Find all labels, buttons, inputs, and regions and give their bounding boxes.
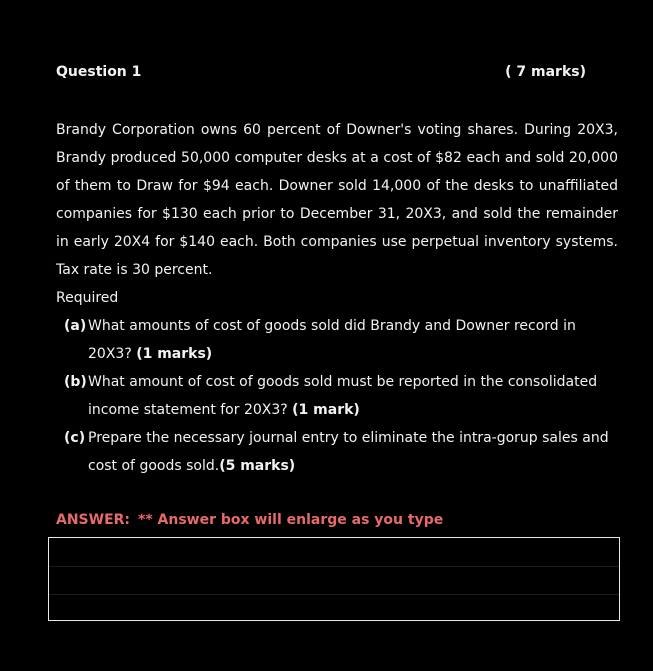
question-body: Brandy Corporation owns 60 percent of Downer's voting shares. During 20X3, Brandy produced 50,000 computer desks at a cost of $82 each and sold 20,000 of them to Draw for $94 each. Downer sold 14,000 of the desks to unaffiliated companies for $130 each prior to December 31, 20X3, and sold the remainder in early 20X4 for $140 each. Both companies use perpetual inventory systems. Tax rate is 30 percent. [56,122,618,278]
answer-hint: ** Answer box will enlarge as you type [138,512,444,528]
answer-input-box[interactable] [48,537,620,621]
part-marks: (1 mark) [292,402,360,418]
part-marks: (1 marks) [136,346,213,362]
answer-title: ANSWER: [56,512,131,528]
part-b [64,368,614,424]
part-body [88,368,614,424]
part-letter: (b) [64,374,87,390]
question-parts [64,312,614,480]
required-label: Required [56,290,119,306]
answer-box-divider [49,594,619,595]
part-text: What amount of cost of goods sold must be reported in the consolidated income statement for 20X3? [88,374,598,418]
part-letter: (c) [64,430,86,446]
question-title: Question 1 [56,64,142,80]
part-a [64,312,614,368]
part-text: Prepare the necessary journal entry to eliminate the intra-gorup sales and cost of goods sold. [88,430,609,474]
question-marks: ( 7 marks) [505,64,586,80]
part-body [88,312,614,368]
answer-label [56,512,443,528]
answer-box-divider [49,566,619,567]
part-text: What amounts of cost of goods sold did Brandy and Downer record in 20X3? [88,318,576,362]
part-c [64,424,614,480]
part-marks: (5 marks) [219,458,296,474]
part-body [88,424,614,480]
part-letter: (a) [64,318,87,334]
